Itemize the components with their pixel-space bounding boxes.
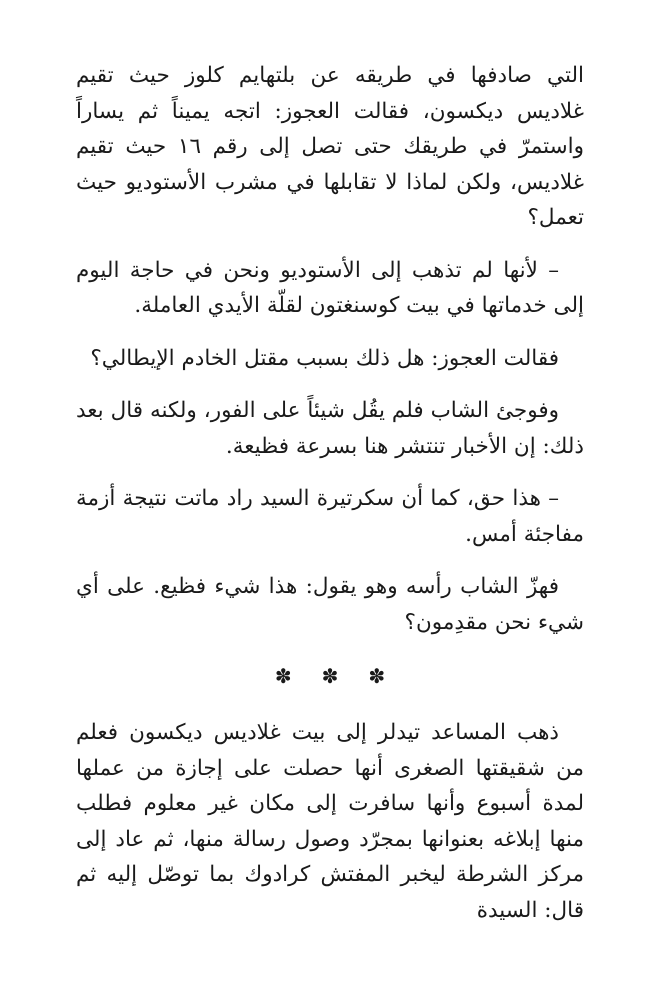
paragraph-4: وفوجئ الشاب فلم يقُل شيئاً على الفور، ولكنه قال بعد ذلك: إن الأخبار تنتشر هنا بسرعة فظيعة. [76,398,584,459]
paragraph-6: فهزّ الشاب رأسه وهو يقول: هذا شيء فظيع. على أي شيء نحن مقدِمون؟ [76,574,584,635]
paragraph-7: ذهب المساعد تيدلر إلى بيت غلاديس ديكسون فعلم من شقيقتها الصغرى أنها حصلت على إجازة من عملها لمدة أسبوع وأنها سافرت إلى مكان غير معلوم فطلب منها إبلاغه بعنوانها بمجرّد وصول رسالة منها، ثم عاد إلى مركز الشرطة ليخبر المفتش كرادوك بما توصّل إليه ثم قال: السيدة [76,720,584,923]
book-page [76,58,584,945]
asterism-ornament: ✽ [274,664,292,688]
section-break [76,657,584,695]
paragraph-5: – هذا حق، كما أن سكرتيرة السيد راد ماتت نتيجة أزمة مفاجئة أمس. [76,486,584,547]
paragraph-3: فقالت العجوز: هل ذلك بسبب مقتل الخادم الإيطالي؟ [90,345,559,371]
paragraph-2: – لأنها لم تذهب إلى الأستوديو ونحن في حاجة اليوم إلى خدماتها في بيت كوسنغتون لقلّة الأيدي العاملة. [76,257,584,318]
paragraph-1: التي صادفها في طريقه عن بلتهايم كلوز حيث تقيم غلاديس ديكسون، فقالت العجوز: اتجه يميناً ثم يساراً واستمرّ في طريقك حتى تصل إلى رقم ١٦ حيث تقيم غلاديس، ولكن لماذا لا تقابلها في مشرب الأستوديو حيث تعمل؟ [76,63,584,230]
asterism-ornament: ✽ [368,664,386,688]
asterism-ornament: ✽ [321,664,339,688]
